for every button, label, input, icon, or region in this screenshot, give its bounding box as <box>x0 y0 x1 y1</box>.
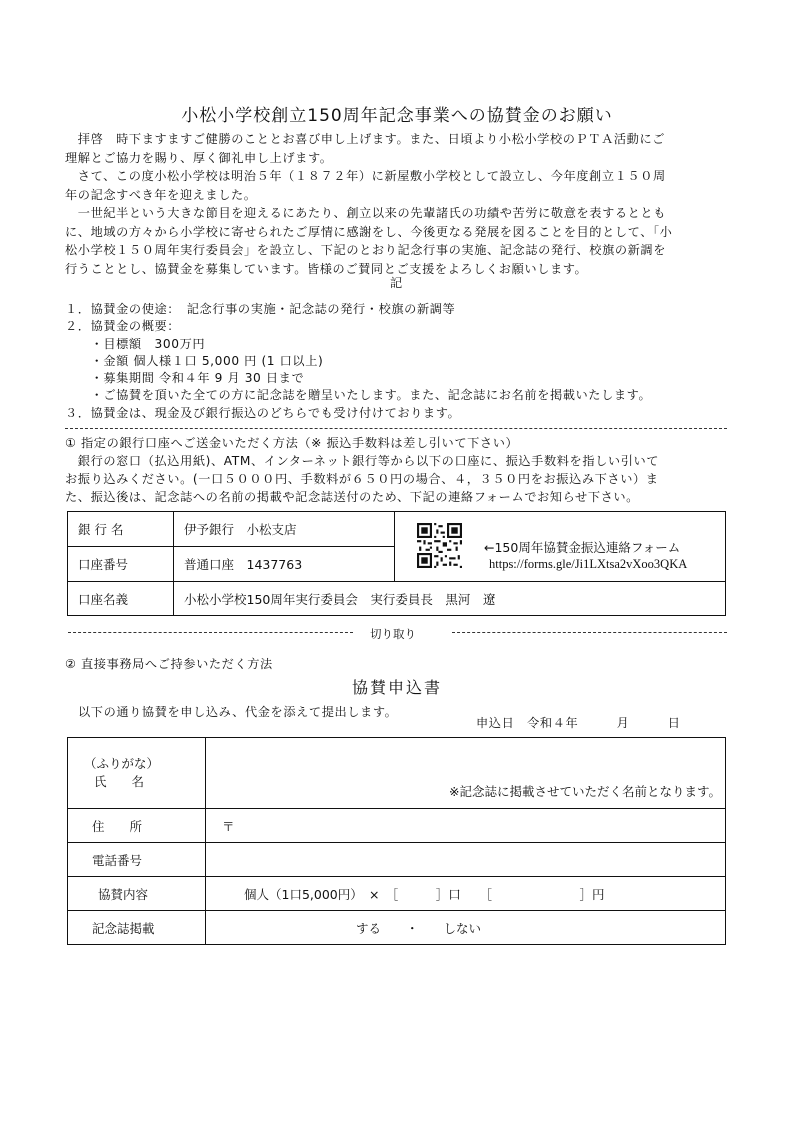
method1-line: 銀行の窓口（払込用紙)、ATM、インターネット銀行等から以下の口座に、振込手数料を指しい引いて <box>65 454 660 468</box>
account-number-value: 普通口座 1437763 <box>174 547 395 582</box>
application-date[interactable]: 申込日 令和４年 月 日 <box>476 716 681 730</box>
form-label: ←150周年協賛金振込連絡フォーム <box>484 540 681 555</box>
list-item: ２．協賛金の概要： <box>65 319 181 334</box>
ki-heading: 記 <box>390 276 403 290</box>
address-label: 住 所 <box>68 809 206 843</box>
method1-line: お振り込みください。(一口５０００円、手数料が６５０円の場合、４，３５０円をお振込み下さい）ま <box>65 472 659 486</box>
method2-heading: ② 直接事務局へご持参いただく方法 <box>65 657 273 671</box>
application-form <box>67 737 726 945</box>
account-name-label: 口座名義 <box>68 582 174 616</box>
application-lead: 以下の通り協賛を申し込み、代金を添えて提出します。 <box>78 705 398 719</box>
intro-line: さて、この度小松小学校は明治５年（１８７２年）に新屋敷小学校として設立し、今年度創立１５０周 <box>65 169 666 183</box>
publish-label: 記念誌掲載 <box>68 911 206 945</box>
page-title: 小松小学校創立150周年記念事業への協賛金のお願い <box>181 106 613 126</box>
list-item: ・ご協賛を頂いた全ての方に記念誌を贈呈いたします。また、記念誌にお名前を掲載いたします。 <box>65 388 652 403</box>
bank-name-label: 銀 行 名 <box>68 512 174 547</box>
divider <box>65 428 727 429</box>
qr-code-icon[interactable] <box>417 523 462 568</box>
name-label-cell <box>68 738 206 809</box>
postal-mark: 〒 <box>222 818 235 834</box>
intro-line: 理解とご協力を賜り、厚く御礼申し上げます。 <box>65 150 333 165</box>
name-note: ※記念誌に掲載させていただく名前となります。 <box>449 784 721 799</box>
bank-name-value: 伊予銀行 小松支店 <box>174 512 395 547</box>
form-link[interactable]: https://forms.gle/Ji1LXtsa2vXoo3QKA <box>489 557 688 571</box>
intro-line: 松小学校１５０周年実行委員会」を設立し、下記のとおり記念行事の実施、記念誌の発行、校旗の新調を <box>65 243 667 257</box>
cut-label: 切り取り <box>370 627 416 641</box>
method1-line: た、振込後は、記念誌への名前の掲載や記念誌送付のため、下記の連絡フォームでお知らせ下さい。 <box>65 490 639 504</box>
furigana-label: （ふりがな） <box>84 756 160 771</box>
application-title: 協賛申込書 <box>351 678 442 697</box>
phone-label: 電話番号 <box>68 843 206 877</box>
intro-line: 拝啓 時下ますますご健勝のこととお喜び申し上げます。また、日頃より小松小学校のＰＴＡ活動にご <box>65 132 666 146</box>
list-item: ３．協賛金は、現金及び銀行振込のどちらでも受け付けております。 <box>65 405 461 420</box>
account-name-value: 小松小学校150周年実行委員会 実行委員長 黒河 遼 <box>174 582 726 616</box>
intro-paragraph <box>65 130 672 278</box>
list-item: ・募集期間 令和４年 9 月 30 日まで <box>65 371 305 386</box>
items-list <box>65 301 651 422</box>
list-item: １．協賛金の使途： 記念行事の実施・記念誌の発行・校旗の新調等 <box>65 302 456 316</box>
content-label: 協賛内容 <box>68 877 206 911</box>
intro-line: 一世紀半という大きな節目を迎えるにあたり、創立以来の先輩諸氏の功績や苦労に敬意を表するととも <box>65 206 667 220</box>
intro-line: に、地域の方々から小学校に寄せられたご厚情に感謝をし、今後更なる発展を図ることを目的として、「小 <box>65 224 673 239</box>
name-label: 氏 名 <box>94 774 145 789</box>
intro-line: 行うこととし、協賛金を募集しています。皆様のご賛同とご支援をよろしくお願いします。 <box>65 261 588 276</box>
address-field[interactable] <box>206 809 726 843</box>
content-field[interactable]: 個人（1口5,000円） × ［ ］口 ［ ］円 <box>206 877 726 911</box>
publish-choice[interactable]: する ・ しない <box>206 911 726 945</box>
account-number-label: 口座番号 <box>68 547 174 582</box>
intro-line: 年の記念すべき年を迎えました。 <box>65 187 257 202</box>
name-field[interactable] <box>206 738 726 809</box>
cut-line-left <box>68 632 353 633</box>
list-item: ・目標額 300万円 <box>65 336 206 351</box>
method1-heading: ① 指定の銀行口座へご送金いただく方法（※ 振込手数料は差し引いて下さい） <box>65 436 519 450</box>
method1-paragraph <box>65 452 659 506</box>
cut-line-right <box>452 632 727 633</box>
list-item: ・金額 個人様１口 5,000 円 (1 口以上) <box>65 353 324 368</box>
phone-field[interactable] <box>206 843 726 877</box>
